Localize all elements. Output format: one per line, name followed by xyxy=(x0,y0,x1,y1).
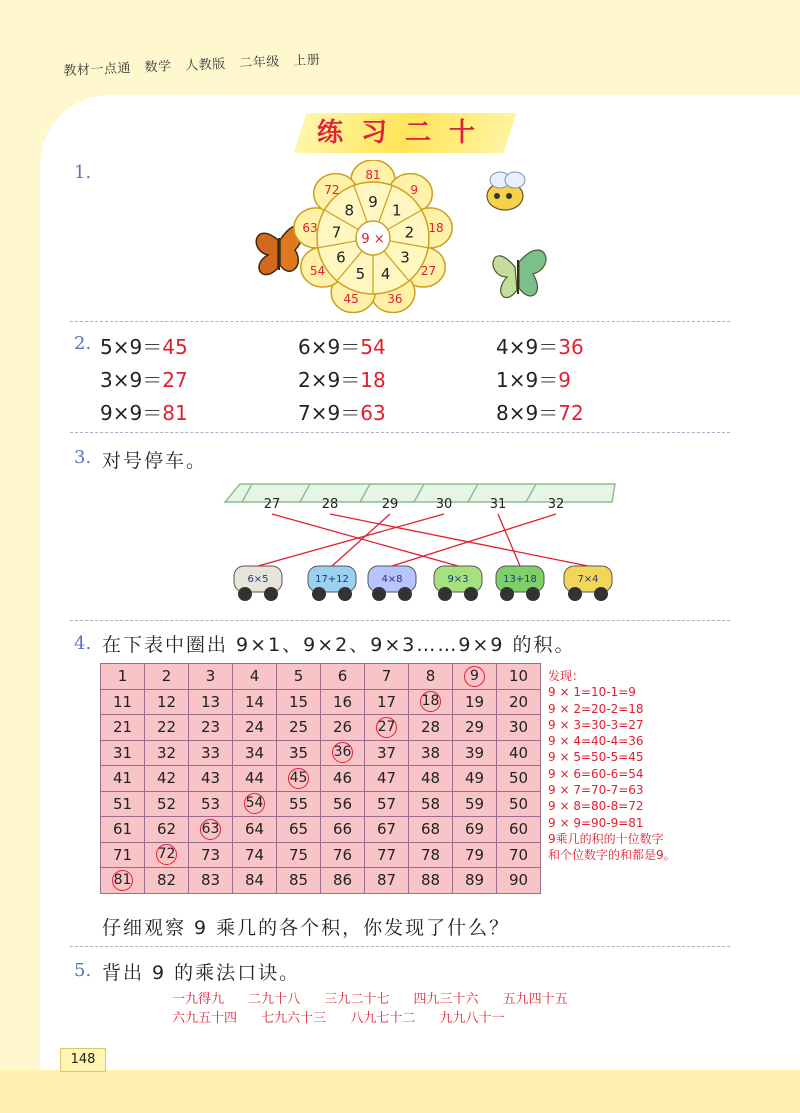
answer: 27 xyxy=(162,368,188,392)
flower-inner-number: 9 xyxy=(368,193,378,211)
grid-cell: 74 xyxy=(233,842,277,868)
parking-spot-number: 29 xyxy=(381,497,399,512)
q5-instruction: 背出 9 的乘法口诀。 xyxy=(102,962,301,984)
grid-cell: 46 xyxy=(321,766,365,792)
answer: 81 xyxy=(162,401,188,425)
bee-icon xyxy=(487,172,525,210)
car-label: 13+18 xyxy=(503,574,537,585)
section-divider xyxy=(70,946,730,947)
equation: 2×9＝18 xyxy=(298,368,386,392)
grid-row xyxy=(101,715,541,741)
grid-cell: 5 xyxy=(277,664,321,690)
grid-cell: 83 xyxy=(189,868,233,894)
q5-number: 5. xyxy=(74,960,92,981)
car-label: 4×8 xyxy=(381,574,403,585)
parking-spot-number: 31 xyxy=(489,497,507,512)
parking-figure xyxy=(220,478,620,618)
rhyme: 九九八十一 xyxy=(439,1011,505,1026)
grid-cell: 79 xyxy=(453,842,497,868)
q1-figure xyxy=(240,160,580,315)
grid-cell: 6 xyxy=(321,664,365,690)
flower-outer-answer: 36 xyxy=(387,292,403,307)
section-divider xyxy=(70,321,730,322)
grid-cell: 75 xyxy=(277,842,321,868)
grid-cell: 66 xyxy=(321,817,365,843)
grid-cell xyxy=(453,664,497,690)
grid-cell: 25 xyxy=(277,715,321,741)
answer: 72 xyxy=(558,401,584,425)
grid-cell: 31 xyxy=(101,740,145,766)
grid-cell: 30 xyxy=(497,715,541,741)
grid-cell xyxy=(145,842,189,868)
grid-cell: 23 xyxy=(189,715,233,741)
grid-cell: 65 xyxy=(277,817,321,843)
car-icon xyxy=(496,566,544,601)
grid-cell: 17 xyxy=(365,689,409,715)
grid-cell: 62 xyxy=(145,817,189,843)
section-divider xyxy=(70,432,730,433)
grid-cell: 43 xyxy=(189,766,233,792)
finding-line: 9 × 2=20-2=18 xyxy=(548,701,644,716)
grid-cell: 26 xyxy=(321,715,365,741)
car-icon xyxy=(564,566,612,601)
grid-cell: 77 xyxy=(365,842,409,868)
grid-cell: 1 xyxy=(101,664,145,690)
finding-line: 9 × 7=70-7=63 xyxy=(548,783,644,798)
grid-cell: 85 xyxy=(277,868,321,894)
grid-cell: 64 xyxy=(233,817,277,843)
grid-cell: 12 xyxy=(145,689,189,715)
multiplication-rhymes xyxy=(172,990,588,1028)
grid-cell: 41 xyxy=(101,766,145,792)
grid-cell xyxy=(321,740,365,766)
car-label: 9×3 xyxy=(447,574,469,585)
grid-cell: 3 xyxy=(189,664,233,690)
q4-question: 仔细观察 9 乘几的各个积，你发现了什么？ xyxy=(102,917,511,939)
equation: 1×9＝9 xyxy=(496,368,571,392)
circled-product: 72 xyxy=(156,844,177,865)
grid-cell: 35 xyxy=(277,740,321,766)
grid-cell: 52 xyxy=(145,791,189,817)
parking-spot-number: 32 xyxy=(547,497,565,512)
grid-row xyxy=(101,740,541,766)
match-line xyxy=(330,514,588,566)
grid-cell xyxy=(101,868,145,894)
grid-cell: 42 xyxy=(145,766,189,792)
grid-cell: 21 xyxy=(101,715,145,741)
grid-cell: 8 xyxy=(409,664,453,690)
grid-cell: 60 xyxy=(497,817,541,843)
grid-cell: 68 xyxy=(409,817,453,843)
flower-inner-number: 7 xyxy=(331,223,342,242)
grid-cell: 90 xyxy=(497,868,541,894)
grid-cell: 57 xyxy=(365,791,409,817)
grid-cell: 47 xyxy=(365,766,409,792)
grid-cell xyxy=(409,689,453,715)
circled-product: 45 xyxy=(288,768,309,789)
answer: 45 xyxy=(162,335,188,359)
circled-product: 63 xyxy=(200,819,221,840)
grid-cell: 13 xyxy=(189,689,233,715)
finding-line: 9 × 8=80-8=72 xyxy=(548,799,644,814)
parking-spot-number: 27 xyxy=(263,497,281,512)
grid-cell: 28 xyxy=(409,715,453,741)
grid-row xyxy=(101,842,541,868)
grid-cell: 55 xyxy=(277,791,321,817)
equation: 8×9＝72 xyxy=(496,401,584,425)
flower-inner-number: 5 xyxy=(355,264,366,283)
flower-inner-number: 3 xyxy=(400,248,410,267)
finding-line: 9 × 3=30-3=27 xyxy=(548,717,644,732)
car-label: 17+12 xyxy=(315,574,349,585)
flower-outer-answer: 45 xyxy=(343,292,359,307)
answer: 36 xyxy=(558,335,584,359)
flower-inner-number: 1 xyxy=(392,201,402,220)
page-title: 练习二十 xyxy=(316,118,493,148)
grid-cell: 14 xyxy=(233,689,277,715)
finding-line: 9 × 6=60-6=54 xyxy=(548,766,644,781)
car-label: 6×5 xyxy=(247,574,269,585)
grid-cell: 37 xyxy=(365,740,409,766)
grid-cell: 19 xyxy=(453,689,497,715)
grid-cell: 71 xyxy=(101,842,145,868)
grid-cell: 10 xyxy=(497,664,541,690)
grid-cell: 32 xyxy=(145,740,189,766)
grid-cell: 61 xyxy=(101,817,145,843)
grid-cell: 51 xyxy=(101,791,145,817)
header-grade: 二年级 xyxy=(238,54,281,72)
grid-cell xyxy=(189,817,233,843)
flower-center-label: 9 × xyxy=(361,232,385,247)
grid-cell: 50 xyxy=(497,791,541,817)
header-subject: 数学 xyxy=(144,59,172,76)
rhyme-line xyxy=(172,1009,588,1028)
grid-cell: 88 xyxy=(409,868,453,894)
q4-number: 4. xyxy=(74,633,92,654)
equation: 6×9＝54 xyxy=(298,335,386,359)
grid-cell: 33 xyxy=(189,740,233,766)
circled-product: 36 xyxy=(332,742,353,763)
grid-cell: 34 xyxy=(233,740,277,766)
grid-cell: 73 xyxy=(189,842,233,868)
grid-cell: 87 xyxy=(365,868,409,894)
header-book-name: 教材一点通 xyxy=(63,61,132,79)
flower-inner-number: 6 xyxy=(336,248,346,267)
grid-cell: 49 xyxy=(453,766,497,792)
flower-outer-answer: 9 xyxy=(410,182,418,197)
grid-cell xyxy=(277,766,321,792)
grid-row xyxy=(101,664,541,690)
rhyme: 七九六十三 xyxy=(261,1011,327,1026)
car-icon xyxy=(308,566,356,601)
flower-outer-answer: 81 xyxy=(365,168,381,182)
rhyme: 八九七十二 xyxy=(350,1011,416,1026)
finding-line: 9 × 5=50-5=45 xyxy=(548,750,644,765)
rhyme: 一九得九 xyxy=(172,992,225,1007)
grid-row xyxy=(101,868,541,894)
grid-cell: 59 xyxy=(453,791,497,817)
equation: 5×9＝45 xyxy=(100,335,188,359)
finding-line: 9 × 4=40-4=36 xyxy=(548,734,644,749)
grid-cell: 38 xyxy=(409,740,453,766)
findings-title: 发现： xyxy=(548,669,585,683)
flower-outer-answer: 63 xyxy=(302,220,318,235)
findings-notes xyxy=(548,668,676,864)
page-bottom-band xyxy=(0,1070,800,1113)
finding-line: 和个位数字的和都是9。 xyxy=(548,848,676,863)
car-icon xyxy=(434,566,482,601)
answer: 54 xyxy=(360,335,386,359)
match-line xyxy=(272,514,458,566)
grid-row xyxy=(101,791,541,817)
finding-line: 9 × 1=10-1=9 xyxy=(548,685,636,700)
grid-cell: 86 xyxy=(321,868,365,894)
rhyme: 三九二十七 xyxy=(324,992,390,1007)
grid-cell: 11 xyxy=(101,689,145,715)
grid-cell: 40 xyxy=(497,740,541,766)
circled-product: 54 xyxy=(244,793,265,814)
answer: 63 xyxy=(360,401,386,425)
grid-cell: 22 xyxy=(145,715,189,741)
grid-cell xyxy=(233,791,277,817)
butterfly-icon xyxy=(493,250,546,298)
flower-outer-answer: 18 xyxy=(428,220,444,235)
rhyme-line xyxy=(172,990,588,1009)
equation: 7×9＝63 xyxy=(298,401,386,425)
q2-number: 2. xyxy=(74,333,92,354)
grid-cell: 39 xyxy=(453,740,497,766)
q1-number: 1. xyxy=(74,162,92,183)
grid-cell: 50 xyxy=(497,766,541,792)
grid-cell: 7 xyxy=(365,664,409,690)
answer: 9 xyxy=(558,368,571,392)
grid-cell xyxy=(365,715,409,741)
circled-product: 9 xyxy=(464,666,485,687)
grid-cell: 67 xyxy=(365,817,409,843)
grid-cell: 44 xyxy=(233,766,277,792)
grid-cell: 89 xyxy=(453,868,497,894)
circled-product: 27 xyxy=(376,717,397,738)
grid-cell: 84 xyxy=(233,868,277,894)
multiplication-flower xyxy=(294,160,452,313)
car-label: 7×4 xyxy=(577,574,599,585)
circled-product: 81 xyxy=(112,870,133,891)
grid-cell: 53 xyxy=(189,791,233,817)
flower-inner-number: 4 xyxy=(380,264,391,283)
rhyme: 五九四十五 xyxy=(502,992,568,1007)
q3-number: 3. xyxy=(74,447,92,468)
grid-cell: 15 xyxy=(277,689,321,715)
header-edition: 人教版 xyxy=(184,56,227,74)
flower-inner-number: 2 xyxy=(404,223,415,242)
rhyme: 二九十八 xyxy=(248,992,301,1007)
finding-line: 9 × 9=90-9=81 xyxy=(548,815,644,830)
grid-cell: 69 xyxy=(453,817,497,843)
grid-row xyxy=(101,689,541,715)
grid-cell: 56 xyxy=(321,791,365,817)
section-divider xyxy=(70,620,730,621)
car-icon xyxy=(234,566,282,601)
car-icon xyxy=(368,566,416,601)
number-grid xyxy=(100,663,541,894)
flower-outer-answer: 54 xyxy=(309,264,326,278)
grid-cell: 16 xyxy=(321,689,365,715)
q3-instruction: 对号停车。 xyxy=(102,450,208,472)
grid-cell: 24 xyxy=(233,715,277,741)
page-number: 148 xyxy=(60,1048,106,1072)
grid-cell: 29 xyxy=(453,715,497,741)
answer: 18 xyxy=(360,368,386,392)
grid-row xyxy=(101,766,541,792)
finding-line: 9乘几的积的十位数字 xyxy=(548,831,664,846)
grid-row xyxy=(101,817,541,843)
grid-cell: 58 xyxy=(409,791,453,817)
flower-outer-answer: 72 xyxy=(324,182,340,197)
match-line xyxy=(332,514,390,566)
grid-cell: 48 xyxy=(409,766,453,792)
grid-cell: 2 xyxy=(145,664,189,690)
circled-product: 18 xyxy=(420,691,441,712)
parking-spot-number: 28 xyxy=(321,497,339,512)
equation: 9×9＝81 xyxy=(100,401,188,425)
grid-cell: 70 xyxy=(497,842,541,868)
grid-cell: 76 xyxy=(321,842,365,868)
rhyme: 四九三十六 xyxy=(413,992,479,1007)
parking-spot-number: 30 xyxy=(435,497,453,512)
grid-cell: 78 xyxy=(409,842,453,868)
q4-instruction: 在下表中圈出 9×1、9×2、9×3……9×9 的积。 xyxy=(102,634,576,656)
match-line xyxy=(498,514,520,566)
grid-cell: 4 xyxy=(233,664,277,690)
grid-cell: 20 xyxy=(497,689,541,715)
rhyme: 六九五十四 xyxy=(172,1011,238,1026)
grid-cell: 82 xyxy=(145,868,189,894)
header-volume: 上册 xyxy=(293,52,321,69)
equation: 4×9＝36 xyxy=(496,335,584,359)
flower-outer-answer: 27 xyxy=(420,264,437,278)
equation: 3×9＝27 xyxy=(100,368,188,392)
flower-inner-number: 8 xyxy=(344,201,354,220)
